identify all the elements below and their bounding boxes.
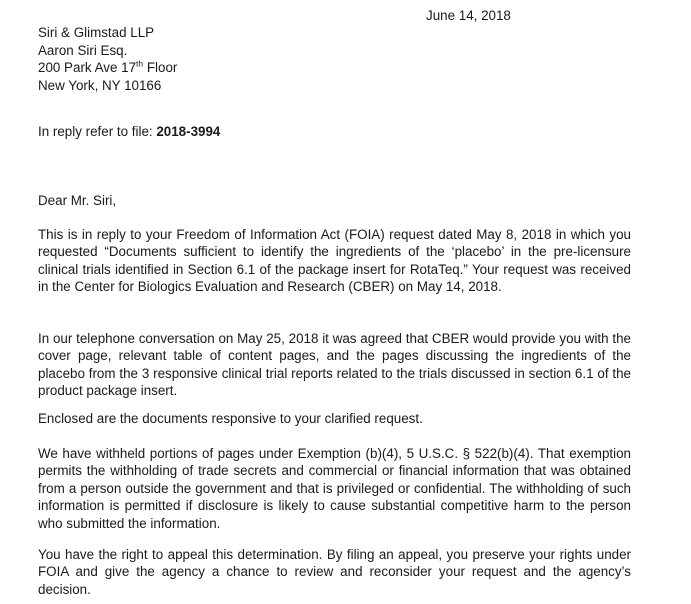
paragraph-exemption: We have withheld portions of pages under Exemption (b)(4), 5 U.S.C. § 522(b)(4). That exemption permits the withholding of trade secrets and commercial or financial information that was obtained from a person outside the government and that is privileged or confidential. The withholding of such information is permitted if disclosure is likely to cause substantial competitive harm to the person who submitted the information.: [38, 446, 631, 531]
paragraph-enclosed-documents: Enclosed are the documents responsive to your clarified request.: [38, 411, 423, 426]
street-ordinal-suffix: th: [136, 58, 144, 69]
salutation: Dear Mr. Siri,: [38, 193, 117, 208]
letter-date: June 14, 2018: [426, 8, 511, 23]
refer-label: In reply refer to file:: [38, 124, 157, 139]
paragraph-foia-request: This is in reply to your Freedom of Information Act (FOIA) request dated May 8, 2018 in which you requested “Documents sufficient to identify the ingredients of the ‘placebo’ in the pre-licensure clinical trials identified in Section 6.1 of the package insert for RotaTeq.” Your request was received in the Center for Biologics Evaluation and Research (CBER) on May 14, 2018.: [38, 227, 631, 295]
street-main: 200 Park Ave 17: [38, 60, 137, 75]
recipient-city: New York, NY 10166: [38, 77, 162, 93]
refer-line: [38, 123, 220, 141]
recipient-address: [38, 24, 177, 94]
recipient-street: [38, 59, 177, 77]
paragraph-appeal-rights: You have the right to appeal this determination. By filing an appeal, you preserve your rights under FOIA and give the agency a chance to review and reconsider your request and the agency’s decision.: [38, 547, 631, 597]
recipient-name: Aaron Siri Esq.: [38, 42, 128, 58]
recipient-firm: Siri & Glimstad LLP: [38, 25, 155, 40]
street-tail: Floor: [143, 60, 178, 75]
paragraph-telephone-agreement: In our telephone conversation on May 25, 2018 it was agreed that CBER would provide you with the cover page, relevant table of content pages, and the pages discussing the ingredients of the placebo from the 3 responsive clinical trial reports related to the trials discussed in section 6.1 of the product package insert.: [38, 331, 631, 399]
file-number: 2018-3994: [156, 124, 221, 139]
